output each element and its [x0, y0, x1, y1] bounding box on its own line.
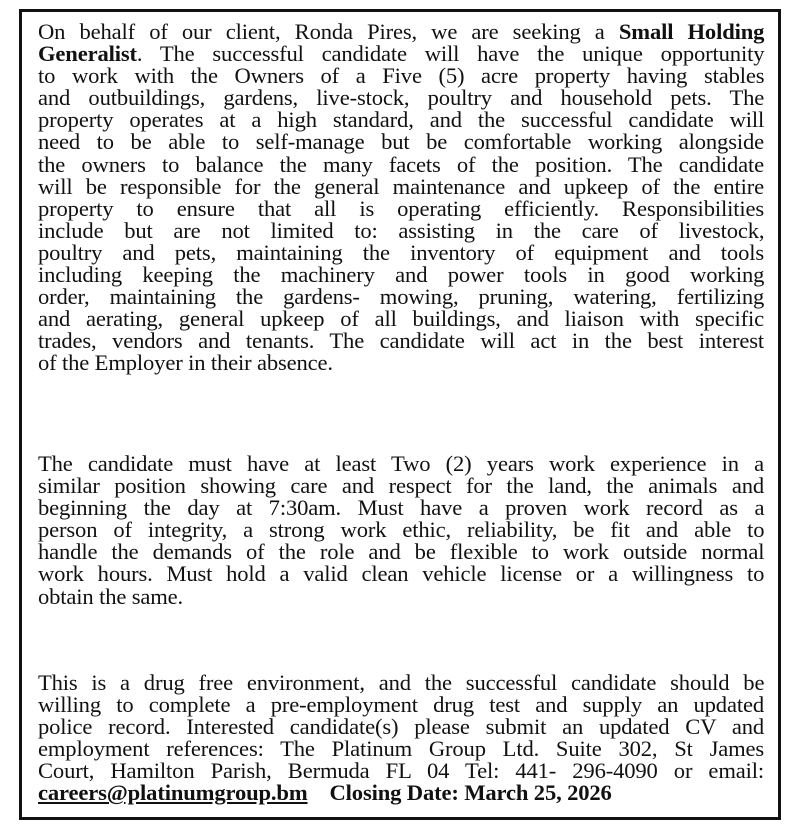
text-line: property to ensure that all is operating efficiently. Responsibilities [38, 195, 764, 221]
text-line: to work with the Owners of a Five (5) acre property having stables [38, 63, 765, 89]
text-line: order, maintaining the gardens- mowing, pruning, watering, fertilizing [38, 284, 765, 310]
text-line: handle the demands of the role and be flexible to work outside normal [38, 539, 765, 565]
text-line: need to be able to self-manage but be comfortable working alongside [38, 129, 764, 155]
job-title-part-2: Generalist [38, 41, 137, 67]
text-line: similar position showing care and respect for the land, the animals and [38, 473, 764, 499]
text-line: include but are not limited to: assisting in the care of livestock, [38, 217, 765, 243]
text-line: work hours. Must hold a valid clean vehicle license or a willingness to [38, 561, 765, 587]
text-line: Court, Hamilton Parish, Bermuda FL 04 Tel: 441- 296-4090 or email: [38, 758, 764, 784]
text-line: property operates at a high standard, and the successful candidate will [38, 107, 765, 133]
text-line: obtain the same. [38, 583, 184, 609]
text-line: poultry and pets, maintaining the inventory of equipment and tools [38, 239, 764, 265]
text-line: person of integrity, a strong work ethic, reliability, be fit and able to [38, 517, 765, 543]
paragraph-requirements [38, 453, 764, 608]
text-line: and outbuildings, gardens, live-stock, poultry and household pets. The [38, 85, 765, 111]
job-ad-box [19, 9, 781, 820]
paragraph-role-description [38, 21, 764, 375]
text-line: police record. Interested candidate(s) please submit an updated CV and [38, 714, 764, 740]
text-line: The candidate must have at least Two (2) years work experience in a [38, 451, 765, 476]
closing-date: Closing Date: March 25, 2026 [329, 780, 612, 806]
contact-line [38, 782, 764, 804]
text-segment: On behalf of our client, Ronda Pires, we are seeking a [38, 19, 619, 44]
text-line: of the Employer in their absence. [38, 350, 333, 376]
email-link[interactable]: careers@platinumgroup.bm [38, 780, 308, 806]
text-line: will be responsible for the general maintenance and upkeep of the entire [38, 173, 765, 199]
text-line: trades, vendors and tenants. The candidate will act in the best interest [38, 328, 764, 354]
text-line [38, 43, 764, 65]
text-line: willing to complete a pre-employment drug test and supply an updated [38, 692, 764, 718]
text-line [38, 21, 764, 43]
text-line: This is a drug free environment, and the successful candidate should be [38, 670, 765, 695]
text-line: including keeping the machinery and power tools in good working [38, 262, 765, 288]
text-line: employment references: The Platinum Group Ltd. Suite 302, St James [38, 736, 765, 762]
job-title-part-1: Small Holding [618, 19, 765, 44]
text-line: beginning the day at 7:30am. Must have a proven work record as a [38, 495, 765, 521]
text-line: and aerating, general upkeep of all buildings, and liaison with specific [38, 306, 764, 332]
text-segment: . The successful candidate will have the unique opportunity [136, 41, 765, 67]
paragraph-application-info [38, 672, 764, 805]
text-line: the owners to balance the many facets of the position. The candidate [38, 151, 764, 177]
